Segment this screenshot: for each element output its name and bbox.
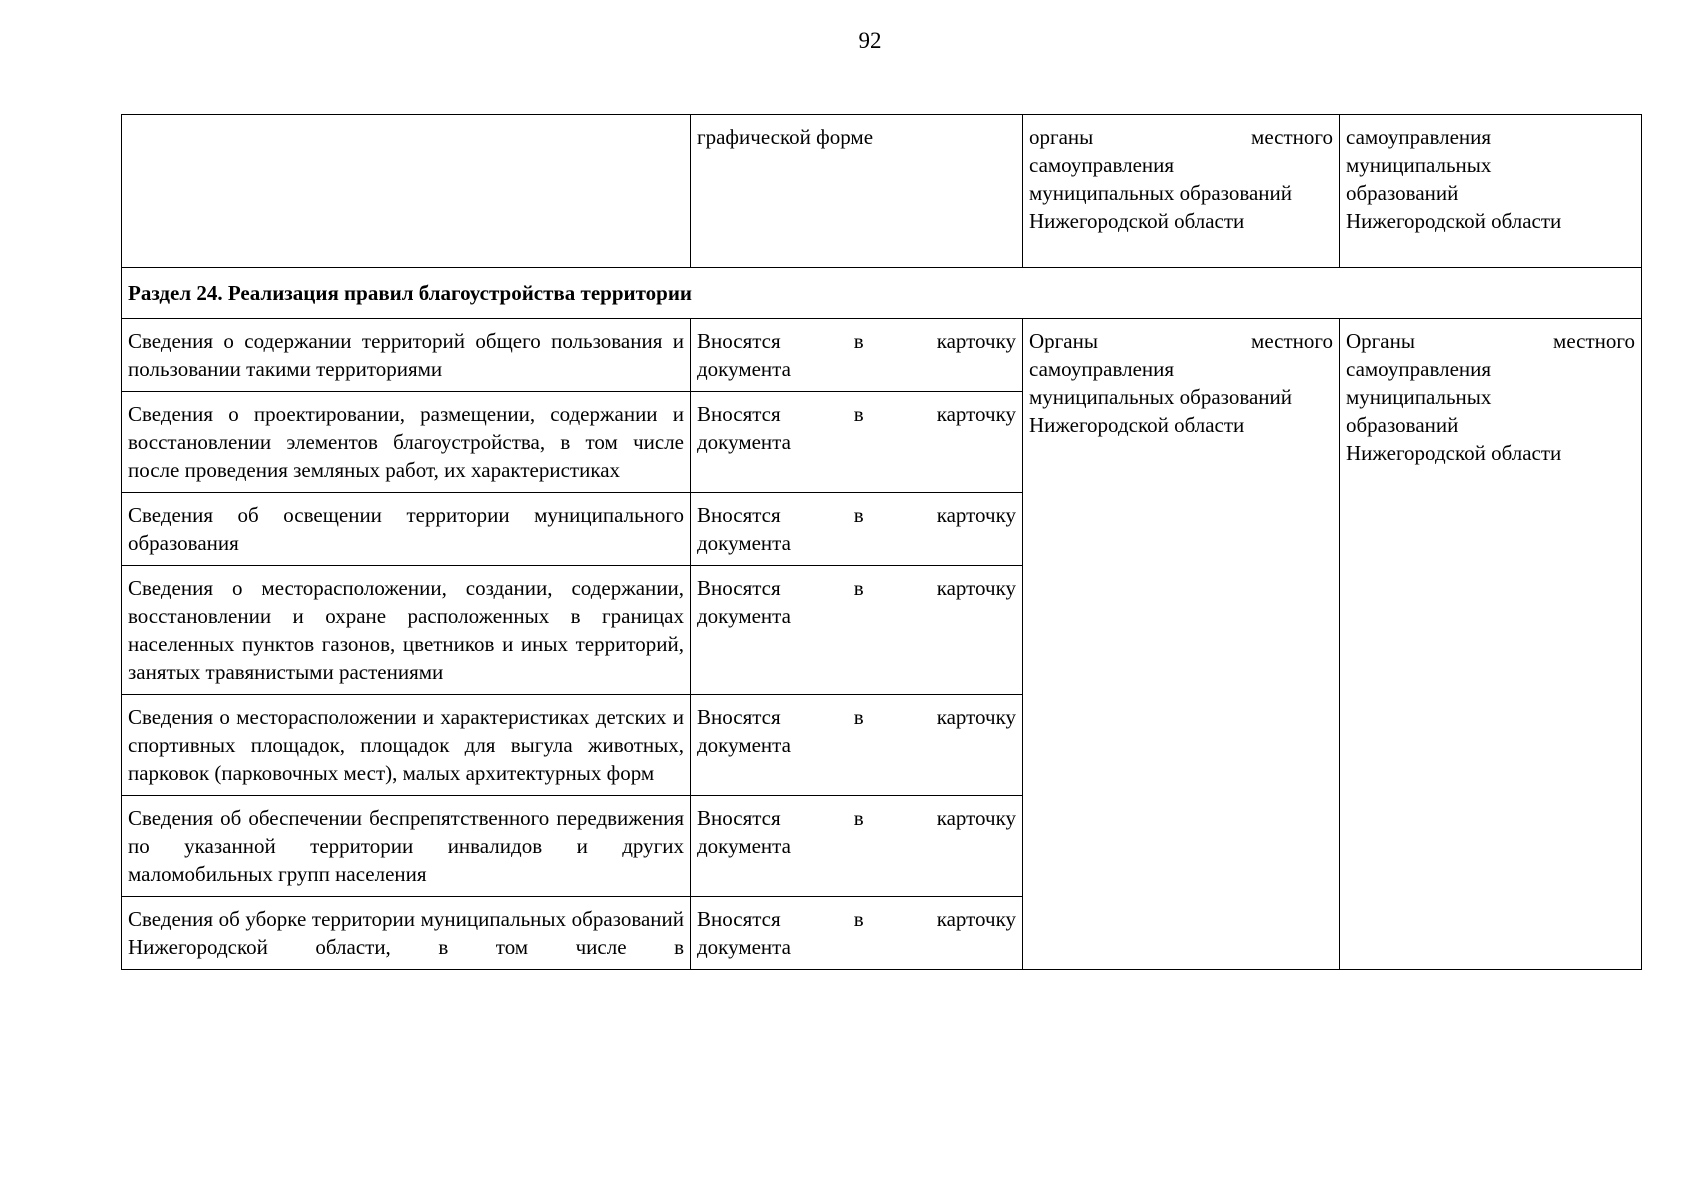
document-table [121,114,1642,970]
authority-line-4: Нижегородской области [1029,413,1245,437]
entry-line [697,501,1016,529]
entry-word: карточку [936,329,1016,353]
continuation-authority-text-3: муниципальных образований [1029,181,1292,205]
responsible-line-1 [1346,327,1635,355]
entry-line [697,905,1016,933]
entry-line [697,703,1016,731]
entry-word: в [853,705,864,729]
responsible-line-2: самоуправления [1346,357,1492,381]
entry-line-2: документа [697,531,791,555]
entry-line-2: документа [697,604,791,628]
row-entry [691,695,1023,796]
continuation-cell-responsible [1340,115,1642,268]
table-row [122,319,1642,392]
authority-line-2: самоуправления [1029,357,1175,381]
continuation-row [122,115,1642,268]
section-title: Раздел 24. Реализация правил благоустройства территории [122,268,1642,319]
responsible-word: Органы [1346,329,1415,353]
row-description: Сведения об уборке территории муниципальных образований Нижегородской области, в том числе в [122,897,691,970]
row-description: Сведения о проектировании, размещении, содержании и восстановлении элементов благоустройства, в том числе после проведения земляных работ, их характеристиках [122,392,691,493]
entry-word: карточку [936,576,1016,600]
entry-word: Вносятся [697,907,781,931]
entry-word: карточку [936,907,1016,931]
entry-word: Вносятся [697,806,781,830]
row-entry [691,897,1023,970]
continuation-responsible-text-1: самоуправления [1346,125,1492,149]
row-entry [691,392,1023,493]
continuation-authority-text-2: самоуправления [1029,153,1175,177]
continuation-authority-line-1 [1029,123,1333,151]
entry-line [697,327,1016,355]
responsible-line-5: Нижегородской области [1346,441,1562,465]
entry-word: карточку [936,402,1016,426]
entry-line [697,804,1016,832]
row-description: Сведения о месторасположении, создании, содержании, восстановлении и охране расположенных в границах населенных пунктов газонов, цветников и иных территорий, занятых травянистыми растениями [122,566,691,695]
entry-word: карточку [936,705,1016,729]
entry-word: Вносятся [697,576,781,600]
responsible-word: местного [1553,329,1635,353]
entry-line-2: документа [697,733,791,757]
entry-line-2: документа [697,430,791,454]
continuation-cell-description [122,115,691,268]
entry-word: в [853,402,864,426]
entry-word: карточку [936,503,1016,527]
row-entry [691,796,1023,897]
row-entry [691,319,1023,392]
entry-word: Вносятся [697,402,781,426]
entry-word: в [853,907,864,931]
entry-line [697,574,1016,602]
row-description: Сведения о месторасположении и характеристиках детских и спортивных площадок, площадок для выгула животных, парковок (парковочных мест), малых архитектурных форм [122,695,691,796]
authority-word: Органы [1029,329,1098,353]
responsible-cell [1340,319,1642,970]
entry-word: Вносятся [697,329,781,353]
entry-word: Вносятся [697,503,781,527]
continuation-authority-text-1: органы местного [1029,125,1333,149]
entry-line [697,400,1016,428]
responsible-line-4: образований [1346,413,1459,437]
authority-line-3: муниципальных образований [1029,385,1292,409]
continuation-responsible-text-2: муниципальных [1346,153,1492,177]
entry-line-2: документа [697,357,791,381]
continuation-cell-form: графической форме [691,115,1023,268]
row-description: Сведения о содержании территорий общего пользования и пользовании такими территориями [122,319,691,392]
continuation-cell-authority [1023,115,1340,268]
entry-word: в [853,806,864,830]
continuation-responsible-text-3: образований [1346,181,1459,205]
authority-word: местного [1251,329,1333,353]
page-number: 92 [858,28,882,53]
row-description: Сведения об обеспечении беспрепятственного передвижения по указанной территории инвалидов и других маломобильных групп населения [122,796,691,897]
authority-line-1 [1029,327,1333,355]
continuation-responsible-text-4: Нижегородской области [1346,209,1562,233]
row-description: Сведения об освещении территории муниципального образования [122,493,691,566]
entry-word: карточку [936,806,1016,830]
section-row [122,268,1642,319]
entry-line-2: документа [697,935,791,959]
continuation-authority-text-4: Нижегородской области [1029,209,1245,233]
entry-line-2: документа [697,834,791,858]
responsible-line-3: муниципальных [1346,385,1492,409]
entry-word: в [853,503,864,527]
entry-word: Вносятся [697,705,781,729]
authority-cell [1023,319,1340,970]
row-entry [691,493,1023,566]
entry-word: в [853,329,864,353]
entry-word: в [853,576,864,600]
row-entry [691,566,1023,695]
